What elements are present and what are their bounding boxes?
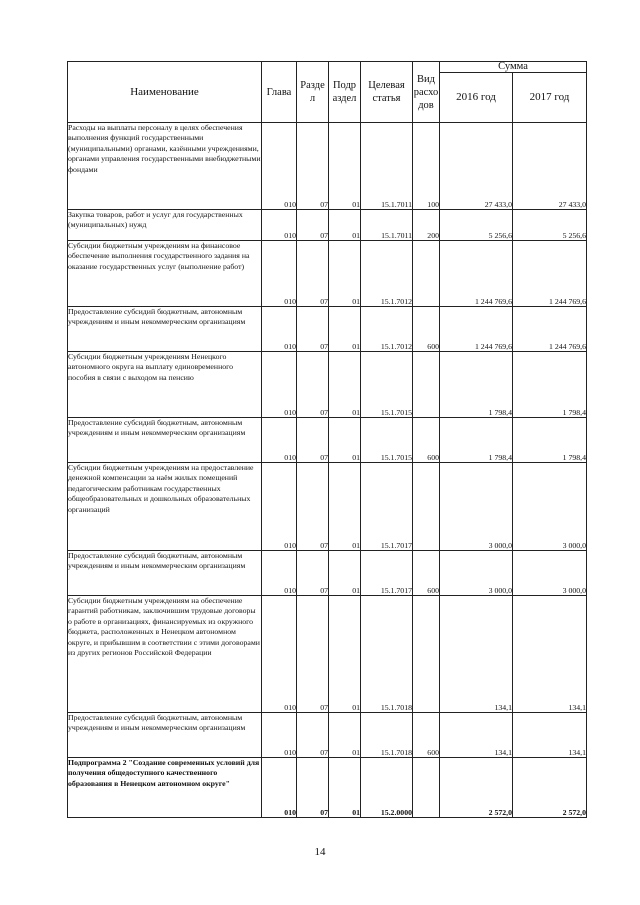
- row-name: Предоставление субсидий бюджетным, автономным учреждениям и иным некоммерческим организациям: [68, 307, 262, 352]
- row-amount-2017: 1 244 769,6: [513, 241, 587, 307]
- row-vid: [413, 758, 440, 818]
- row-razdel: 07: [297, 210, 329, 241]
- row-podrazdel: 01: [329, 713, 361, 758]
- col-header-2016: 2016 год: [440, 73, 513, 123]
- row-amount-2016: 3 000,0: [440, 463, 513, 551]
- table-row: [68, 596, 587, 713]
- row-target: 15.1.7018: [361, 596, 413, 713]
- row-glava: 010: [262, 551, 297, 596]
- row-razdel: 07: [297, 551, 329, 596]
- col-header-2017: 2017 год: [513, 73, 587, 123]
- row-amount-2016: 134,1: [440, 596, 513, 713]
- row-name: Субсидии бюджетным учреждениям на финансовое обеспечение выполнения государственного задания на оказание государственных услуг (выполнение работ): [68, 241, 262, 307]
- row-glava: 010: [262, 241, 297, 307]
- row-target: 15.1.7018: [361, 713, 413, 758]
- row-vid: 100: [413, 123, 440, 210]
- row-vid: [413, 596, 440, 713]
- row-razdel: 07: [297, 418, 329, 463]
- table-row: [68, 352, 587, 418]
- row-razdel: 07: [297, 713, 329, 758]
- row-podrazdel: 01: [329, 596, 361, 713]
- row-glava: 010: [262, 210, 297, 241]
- row-podrazdel: 01: [329, 307, 361, 352]
- row-name: Предоставление субсидий бюджетным, автономным учреждениям и иным некоммерческим организациям: [68, 418, 262, 463]
- row-amount-2016: 1 244 769,6: [440, 241, 513, 307]
- row-razdel: 07: [297, 307, 329, 352]
- row-name: Предоставление субсидий бюджетным, автономным учреждениям и иным некоммерческим организациям: [68, 713, 262, 758]
- row-glava: 010: [262, 123, 297, 210]
- row-target: 15.1.7017: [361, 463, 413, 551]
- row-name: Подпрограмма 2 "Создание современных условий для получения общедоступного качественного образования в Ненецком автономном округе": [68, 758, 262, 818]
- row-vid: 600: [413, 551, 440, 596]
- row-amount-2017: 2 572,0: [513, 758, 587, 818]
- row-amount-2017: 5 256,6: [513, 210, 587, 241]
- row-razdel: 07: [297, 463, 329, 551]
- row-name: Расходы на выплаты персоналу в целях обеспечения выполнения функций государственными (муниципальными) органами, казёнными учреждениями, органами управления государственными внебюджетными фондами: [68, 123, 262, 210]
- row-amount-2017: 3 000,0: [513, 551, 587, 596]
- row-podrazdel: 01: [329, 551, 361, 596]
- row-name: Субсидии бюджетным учреждениям на обеспечение гарантий работникам, заключившим трудовые договоры о работе в организациях, финансируемых из окружного бюджета, расположенных в Ненецком автономном округе, и прибывшим в соответствии с этими договорами из других регионов Российской Федерации: [68, 596, 262, 713]
- row-target: 15.1.7015: [361, 418, 413, 463]
- row-amount-2016: 1 798,4: [440, 418, 513, 463]
- row-amount-2016: 5 256,6: [440, 210, 513, 241]
- row-podrazdel: 01: [329, 241, 361, 307]
- row-name: Субсидии бюджетным учреждениям Ненецкого автономного округа на выплату единовременного пособия в связи с выходом на пенсию: [68, 352, 262, 418]
- row-target: 15.2.0000: [361, 758, 413, 818]
- row-podrazdel: 01: [329, 210, 361, 241]
- budget-table: [67, 61, 587, 818]
- row-razdel: 07: [297, 596, 329, 713]
- row-glava: 010: [262, 307, 297, 352]
- table-row: [68, 210, 587, 241]
- table-row: [68, 418, 587, 463]
- row-glava: 010: [262, 713, 297, 758]
- row-target: 15.1.7011: [361, 123, 413, 210]
- row-razdel: 07: [297, 758, 329, 818]
- row-vid: 600: [413, 418, 440, 463]
- row-amount-2017: 1 244 769,6: [513, 307, 587, 352]
- row-target: 15.1.7012: [361, 307, 413, 352]
- row-podrazdel: 01: [329, 418, 361, 463]
- row-podrazdel: 01: [329, 463, 361, 551]
- row-name: Предоставление субсидий бюджетным, автономным учреждениям и иным некоммерческим организациям: [68, 551, 262, 596]
- row-podrazdel: 01: [329, 352, 361, 418]
- table-row: [68, 551, 587, 596]
- table-row: [68, 713, 587, 758]
- row-vid: [413, 352, 440, 418]
- row-name: Субсидии бюджетным учреждениям на предоставление денежной компенсации за наём жилых помещений педагогическим работникам государственных общеобразовательных и дошкольных образовательных организаций: [68, 463, 262, 551]
- row-podrazdel: 01: [329, 758, 361, 818]
- col-header-summa: Сумма: [440, 62, 587, 73]
- row-target: 15.1.7012: [361, 241, 413, 307]
- row-amount-2016: 1 798,4: [440, 352, 513, 418]
- row-name: Закупка товаров, работ и услуг для государственных (муниципальных) нужд: [68, 210, 262, 241]
- row-amount-2017: 1 798,4: [513, 352, 587, 418]
- table-row: [68, 307, 587, 352]
- table-row: [68, 241, 587, 307]
- row-target: 15.1.7015: [361, 352, 413, 418]
- row-amount-2017: 134,1: [513, 596, 587, 713]
- row-razdel: 07: [297, 123, 329, 210]
- row-razdel: 07: [297, 241, 329, 307]
- row-amount-2016: 134,1: [440, 713, 513, 758]
- row-glava: 010: [262, 418, 297, 463]
- row-glava: 010: [262, 463, 297, 551]
- row-amount-2016: 2 572,0: [440, 758, 513, 818]
- row-amount-2017: 3 000,0: [513, 463, 587, 551]
- table-row: [68, 758, 587, 818]
- row-target: 15.1.7011: [361, 210, 413, 241]
- page-number: 14: [314, 846, 326, 858]
- row-glava: 010: [262, 596, 297, 713]
- row-amount-2017: 1 798,4: [513, 418, 587, 463]
- col-header-name: Наименование: [68, 62, 262, 123]
- row-amount-2017: 27 433,0: [513, 123, 587, 210]
- row-amount-2016: 3 000,0: [440, 551, 513, 596]
- col-header-vid: Вид расхо дов: [413, 62, 440, 123]
- col-header-glava: Глава: [262, 62, 297, 123]
- row-amount-2016: 1 244 769,6: [440, 307, 513, 352]
- table-row: [68, 463, 587, 551]
- row-vid: 200: [413, 210, 440, 241]
- table-body: [68, 123, 587, 818]
- row-glava: 010: [262, 758, 297, 818]
- row-vid: [413, 463, 440, 551]
- row-vid: [413, 241, 440, 307]
- row-amount-2016: 27 433,0: [440, 123, 513, 210]
- header-row-top: [68, 62, 587, 73]
- row-amount-2017: 134,1: [513, 713, 587, 758]
- table-row: [68, 123, 587, 210]
- row-vid: 600: [413, 713, 440, 758]
- col-header-target: Целевая статья: [361, 62, 413, 123]
- row-razdel: 07: [297, 352, 329, 418]
- row-podrazdel: 01: [329, 123, 361, 210]
- row-vid: 600: [413, 307, 440, 352]
- col-header-razdel: Разде л: [297, 62, 329, 123]
- row-target: 15.1.7017: [361, 551, 413, 596]
- col-header-podrazdel: Подр аздел: [329, 62, 361, 123]
- row-glava: 010: [262, 352, 297, 418]
